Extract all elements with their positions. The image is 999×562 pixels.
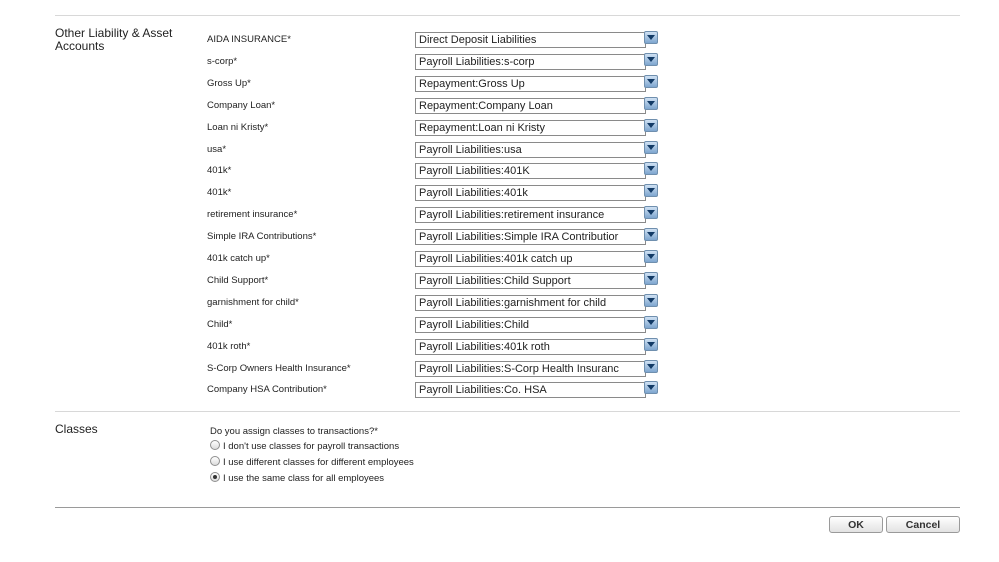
chevron-down-icon[interactable]: [644, 184, 658, 197]
chevron-down-icon[interactable]: [644, 360, 658, 373]
account-label: Loan ni Kristy*: [207, 121, 269, 133]
chevron-down-icon[interactable]: [644, 316, 658, 329]
chevron-down-icon[interactable]: [644, 31, 658, 44]
account-select[interactable]: Payroll Liabilities:s-corp: [415, 54, 646, 70]
chevron-down-icon[interactable]: [644, 250, 658, 263]
account-select[interactable]: Payroll Liabilities:usa: [415, 142, 646, 158]
account-row: [207, 32, 667, 48]
account-select[interactable]: Repayment:Company Loan: [415, 98, 646, 114]
account-row: [207, 229, 667, 245]
account-select[interactable]: Payroll Liabilities:retirement insurance: [415, 207, 646, 223]
radio-button[interactable]: [210, 456, 220, 466]
top-divider: [55, 15, 960, 16]
account-select[interactable]: Repayment:Gross Up: [415, 76, 646, 92]
radio-button[interactable]: [210, 440, 220, 450]
account-row: [207, 76, 667, 92]
account-select[interactable]: Payroll Liabilities:Child Support: [415, 273, 646, 289]
account-row: [207, 273, 667, 289]
account-select[interactable]: Payroll Liabilities:401k catch up: [415, 251, 646, 267]
chevron-down-icon[interactable]: [644, 228, 658, 241]
account-row: [207, 339, 667, 355]
account-row: [207, 207, 667, 223]
account-row: [207, 54, 667, 70]
chevron-down-icon[interactable]: [644, 162, 658, 175]
account-select[interactable]: Payroll Liabilities:Co. HSA: [415, 382, 646, 398]
account-label: S-Corp Owners Health Insurance*: [207, 362, 351, 374]
account-label: Gross Up*: [207, 77, 251, 89]
chevron-down-icon[interactable]: [644, 272, 658, 285]
account-label: 401k*: [207, 165, 232, 177]
account-label: 401k*: [207, 187, 232, 199]
account-row: [207, 185, 667, 201]
radio-button-selected[interactable]: [210, 472, 220, 482]
account-label: 401k catch up*: [207, 253, 270, 264]
account-label: s-corp*: [207, 55, 238, 67]
chevron-down-icon[interactable]: [644, 338, 658, 351]
account-label: usa*: [207, 143, 227, 155]
account-label: Child Support*: [207, 274, 269, 286]
section-title-classes: Classes: [55, 422, 98, 436]
classes-question: Do you assign classes to transactions?*: [210, 426, 378, 437]
account-row: [207, 382, 667, 398]
account-row: [207, 295, 667, 311]
class-option-label: I use the same class for all employees: [223, 473, 385, 484]
class-option-label: I don't use classes for payroll transactions: [223, 441, 400, 452]
account-label: Child*: [207, 318, 233, 330]
chevron-down-icon[interactable]: [644, 381, 658, 394]
account-row: [207, 120, 667, 136]
chevron-down-icon[interactable]: [644, 206, 658, 219]
cancel-button[interactable]: Cancel: [886, 516, 960, 533]
account-label: Simple IRA Contributions*: [207, 231, 317, 243]
account-label: AIDA INSURANCE*: [207, 34, 291, 45]
chevron-down-icon[interactable]: [644, 294, 658, 307]
section-title-other-accounts: Other Liability & Asset Accounts: [55, 26, 173, 53]
account-select[interactable]: Payroll Liabilities:401K: [415, 163, 646, 179]
class-option-label: I use different classes for different employees: [223, 457, 414, 468]
account-row: [207, 98, 667, 114]
chevron-down-icon[interactable]: [644, 119, 658, 132]
account-select[interactable]: Payroll Liabilities:401k roth: [415, 339, 646, 355]
account-select[interactable]: Payroll Liabilities:401k: [415, 185, 646, 201]
account-select[interactable]: Payroll Liabilities:Child: [415, 317, 646, 333]
account-label: Company HSA Contribution*: [207, 384, 327, 396]
footer-divider: [55, 507, 960, 508]
account-select[interactable]: Payroll Liabilities:garnishment for child: [415, 295, 646, 311]
account-row: [207, 142, 667, 158]
chevron-down-icon[interactable]: [644, 75, 658, 88]
account-select[interactable]: Payroll Liabilities:Simple IRA Contributior: [415, 229, 646, 245]
account-select[interactable]: Payroll Liabilities:S-Corp Health Insuranc: [415, 361, 646, 377]
account-row: [207, 251, 667, 267]
chevron-down-icon[interactable]: [644, 53, 658, 66]
class-option-same[interactable]: [210, 472, 384, 484]
account-select[interactable]: Direct Deposit Liabilities: [415, 32, 646, 48]
account-label: Company Loan*: [207, 99, 276, 111]
account-row: [207, 317, 667, 333]
class-option-none[interactable]: [210, 440, 399, 452]
chevron-down-icon[interactable]: [644, 141, 658, 154]
account-row: [207, 361, 667, 377]
account-label: garnishment for child*: [207, 296, 299, 308]
ok-button[interactable]: OK: [829, 516, 883, 533]
classes-divider: [55, 411, 960, 412]
chevron-down-icon[interactable]: [644, 97, 658, 110]
account-row: [207, 163, 667, 179]
account-select[interactable]: Repayment:Loan ni Kristy: [415, 120, 646, 136]
class-option-different[interactable]: [210, 456, 414, 468]
account-label: retirement insurance*: [207, 209, 298, 221]
account-label: 401k roth*: [207, 340, 251, 352]
